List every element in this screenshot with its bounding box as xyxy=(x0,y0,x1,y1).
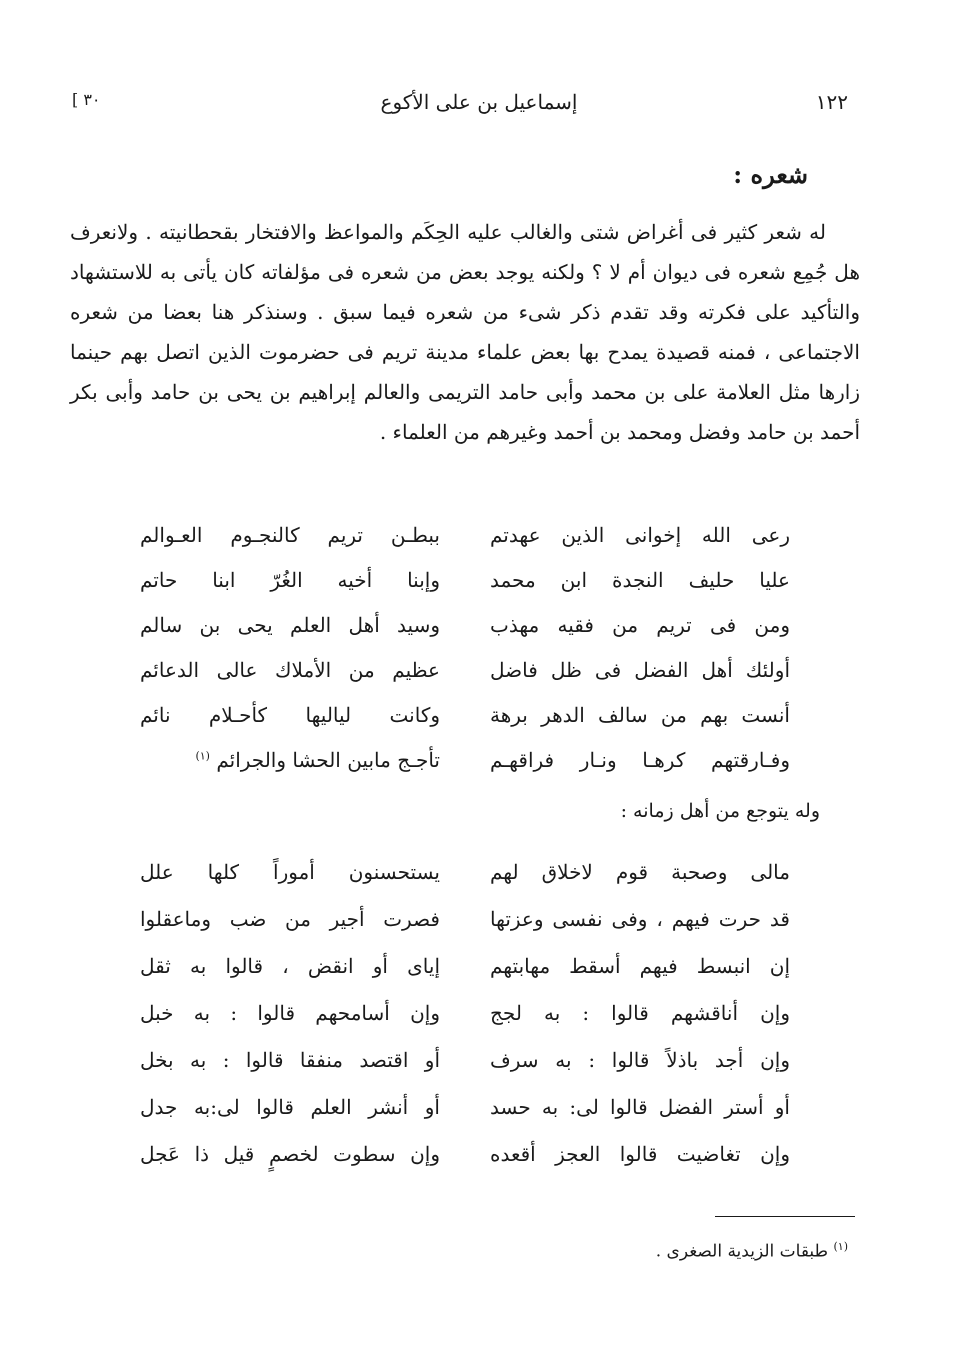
second-hemistich xyxy=(140,748,440,772)
first-hemistich: ومن فى تريم من فقيه مهذب xyxy=(490,612,790,637)
second-hemistich: وإن سطوت لخصمٍ قيل ذا عَجل xyxy=(140,1141,440,1166)
first-hemistich: إن انبسط فيهم أسقط مهابتهم xyxy=(490,953,790,978)
section-title: شعره : xyxy=(733,160,808,189)
running-title: إسماعيل بن على الأكوع xyxy=(380,90,578,114)
second-hemistich: وسيد أهل العلم يحى بن سالم xyxy=(140,612,440,637)
second-hemistich: أو اقتصد منفقا قالوا : به بخل xyxy=(140,1047,440,1072)
second-hemistich: إياى أو انقض ، قالوا به ثقل xyxy=(140,953,440,978)
section-marker: [ ٣٠ xyxy=(72,90,101,109)
second-hemistich: عظيم من الأملاك عالى الدعائم xyxy=(140,657,440,682)
first-hemistich: قد حرت فيهم ، وفى نفسى وعزتها xyxy=(490,906,790,931)
first-hemistich: عليا حليف النجدة ابن محمد xyxy=(490,567,790,592)
footnote xyxy=(656,1240,848,1262)
verse xyxy=(140,989,790,1036)
second-hemistich: ببطـن تريم كالنجـوم العـوالم xyxy=(140,522,440,547)
paragraph-text: له شعر كثير فى أغراض شتى والغالب عليه الحِكَم والمواعظ والافتخار بقحطانيته . ولانعرف هل جُمِع شعره فى ديوان أم لا ؟ ولكنه يوجد بعض من شعره فى مؤلفاته كان يأتى به للاستشهاد والتأكيد على فكرته وقد تقدم ذكر شىء من شعره فيما سبق . وسنذكر هنا بعضا من شعره الاجتماعى ، فمنه قصيدة يمدح بها بعض علماء مدينة تريم فى حضرموت الذين اتصل بهم حينما زارها مثل العلامة على بن محمد وأبى حامد التريمى والعالم إبراهيم بن يحى بن حامد وأبى بكر أحمد بن حامد وفضل ومحمد بن أحمد وغيرهم من العلماء . xyxy=(70,220,860,444)
first-hemistich: وإن أناقشهم قالوا : به لجج xyxy=(490,1000,790,1025)
verse xyxy=(140,602,790,647)
body-paragraph xyxy=(70,212,860,452)
second-hemistich: وإبنا أخيه الغُرّ ابنا حاتم xyxy=(140,567,440,592)
hemistich-text: تأجـج مابين الحشا والجرائم xyxy=(216,747,440,772)
second-hemistich: وكانت لياليها كأحـلام نائم xyxy=(140,702,440,727)
first-hemistich: أنست بهم من سالف الدهر برهة xyxy=(490,702,790,727)
first-hemistich: مالى وصحبة قوم لاخلاق لهم xyxy=(490,859,790,884)
second-hemistich: فصرت أجير من ضب وماعقلوا xyxy=(140,906,440,931)
poem-2 xyxy=(140,848,790,1177)
poem-introduction: وله يتوجع من أهل زمانه : xyxy=(620,800,820,822)
second-hemistich: يستحسنون أموراً كلها علل xyxy=(140,859,440,884)
footnote-divider xyxy=(715,1216,855,1217)
footnote-mark: (١) xyxy=(833,1240,848,1253)
verse xyxy=(140,692,790,737)
verse xyxy=(140,942,790,989)
first-hemistich: وفـارقتهم كرهـا ونـار فراقهـم xyxy=(490,747,790,772)
first-hemistich: أولئك أهل الفضل فى ظل فاضل xyxy=(490,657,790,682)
first-hemistich: أو أستر الفضل قالوا لى: به حسد xyxy=(490,1094,790,1119)
verse xyxy=(140,1083,790,1130)
second-hemistich: أو أنشر العلم قالوا لى:به جدل xyxy=(140,1094,440,1119)
verse xyxy=(140,737,790,782)
footnote-reference[interactable]: (١) xyxy=(195,748,210,762)
first-hemistich: رعى الله إخوانى الذين عهدتم xyxy=(490,522,790,547)
verse xyxy=(140,557,790,602)
verse xyxy=(140,1036,790,1083)
verse xyxy=(140,512,790,557)
footnote-text: طبقات الزيدية الصغرى . xyxy=(655,1241,829,1262)
second-hemistich: وإن أسامحهم قالوا : به خبل xyxy=(140,1000,440,1025)
verse xyxy=(140,895,790,942)
page-number: ١٢٢ xyxy=(815,90,848,114)
verse xyxy=(140,647,790,692)
poem-1 xyxy=(140,512,790,782)
verse xyxy=(140,1130,790,1177)
verse xyxy=(140,848,790,895)
first-hemistich: وإن تغاضيت قالوا العجز أقعده xyxy=(490,1141,790,1166)
first-hemistich: وإن أجد باذلاً قالوا : به سرف xyxy=(490,1047,790,1072)
